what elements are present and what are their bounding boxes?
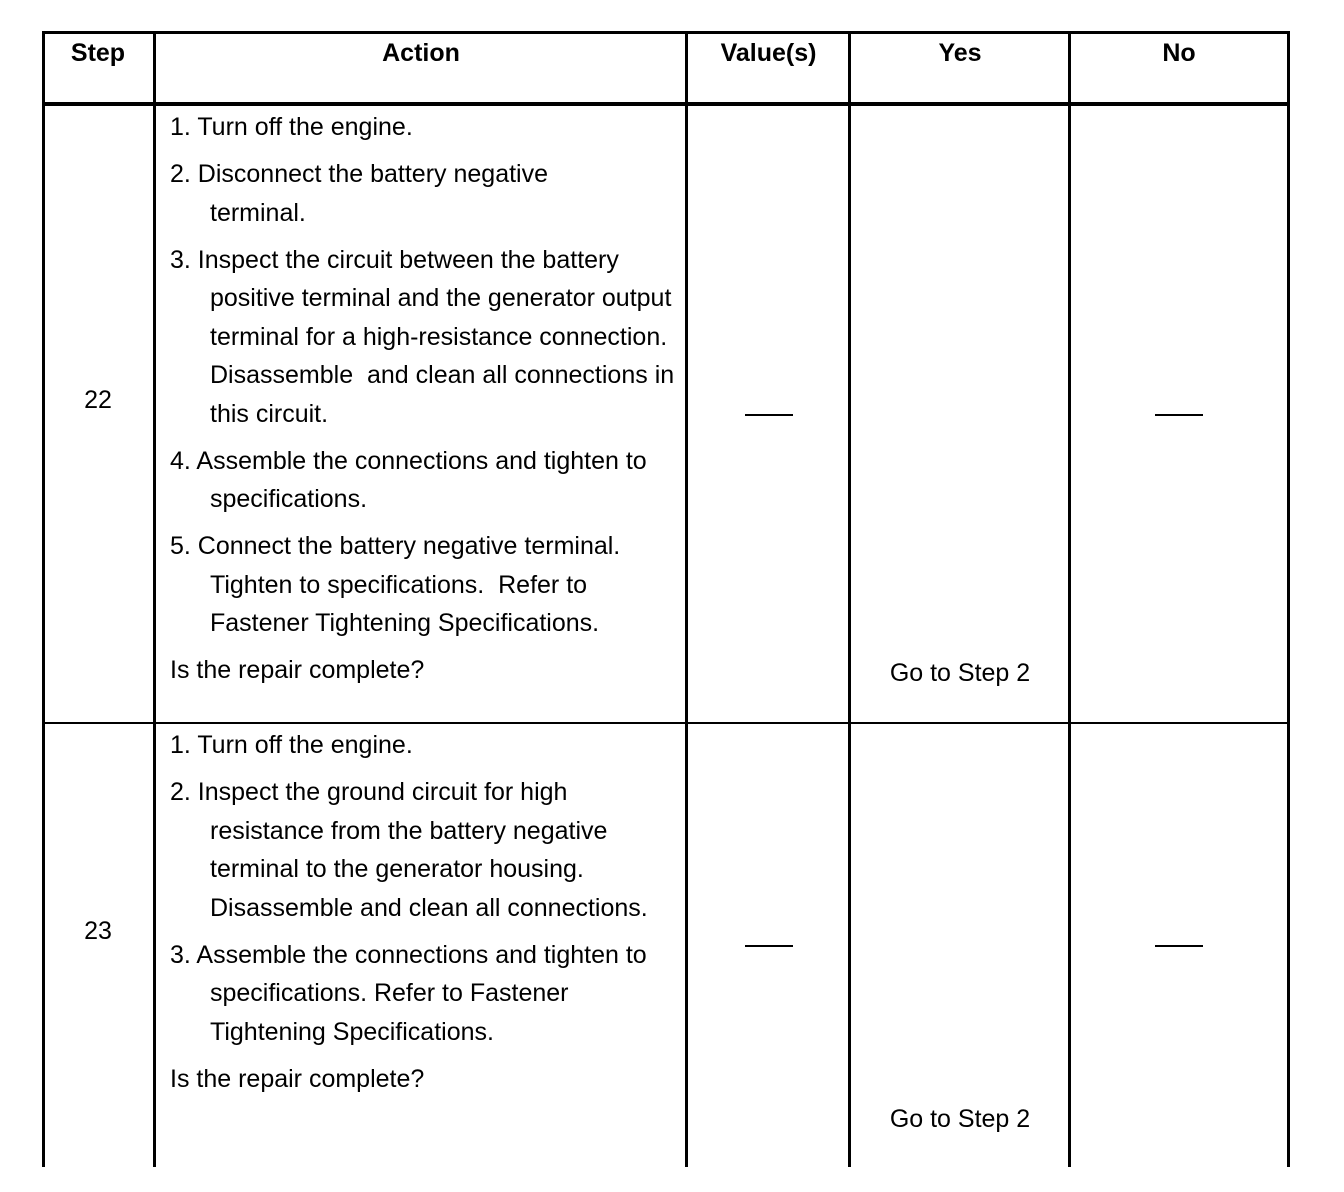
action-item: 5. Connect the battery negative terminal. Tighten to specifications. Refer to Fastener Tightening Specifications. [170,532,627,637]
header-step: Step [70,39,126,67]
no-dash [1155,945,1203,947]
step-number: 22 [84,386,112,414]
no-dash [1155,414,1203,416]
column-divider-values [848,31,851,1167]
table-border-top [42,31,1290,34]
header-separator [42,102,1290,106]
action-item: 4. Assemble the connections and tighten to specifications. [170,446,654,513]
action-question: Is the repair complete? [170,656,425,684]
action-item: 1. Turn off the engine. [170,731,413,759]
header-values: Value(s) [720,39,817,67]
row-separator [42,722,1290,724]
yes-goto: Go to Step 2 [889,659,1031,687]
action-item: 2. Inspect the ground circuit for high resistance from the battery negative terminal to the generator housing. Disassemble and clean all connections. [170,778,648,922]
action-item: 2. Disconnect the battery negative terminal. [170,160,555,227]
table-border-right [1287,31,1290,1167]
values-dash [745,945,793,947]
action-item: 3. Inspect the circuit between the battery positive terminal and the generator output terminal for a high-resistance connection. Disassemble and clean all connections in this circuit. [170,245,682,428]
table-border-left [42,31,45,1167]
values-dash [745,414,793,416]
column-divider-step [153,31,156,1167]
header-no: No [1162,39,1196,67]
action-question: Is the repair complete? [170,1064,425,1093]
step-number: 23 [84,917,112,945]
action-item: 1. Turn off the engine. [170,113,413,141]
header-yes: Yes [938,39,982,67]
column-divider-yes [1068,31,1071,1167]
header-action: Action [382,39,460,67]
action-list [170,726,680,1098]
action-list [170,108,680,690]
yes-goto: Go to Step 2 [889,1105,1031,1133]
action-item: 3. Assemble the connections and tighten to specifications. Refer to Fastener Tightening Specifications. [170,940,654,1046]
column-divider-action [685,31,688,1167]
